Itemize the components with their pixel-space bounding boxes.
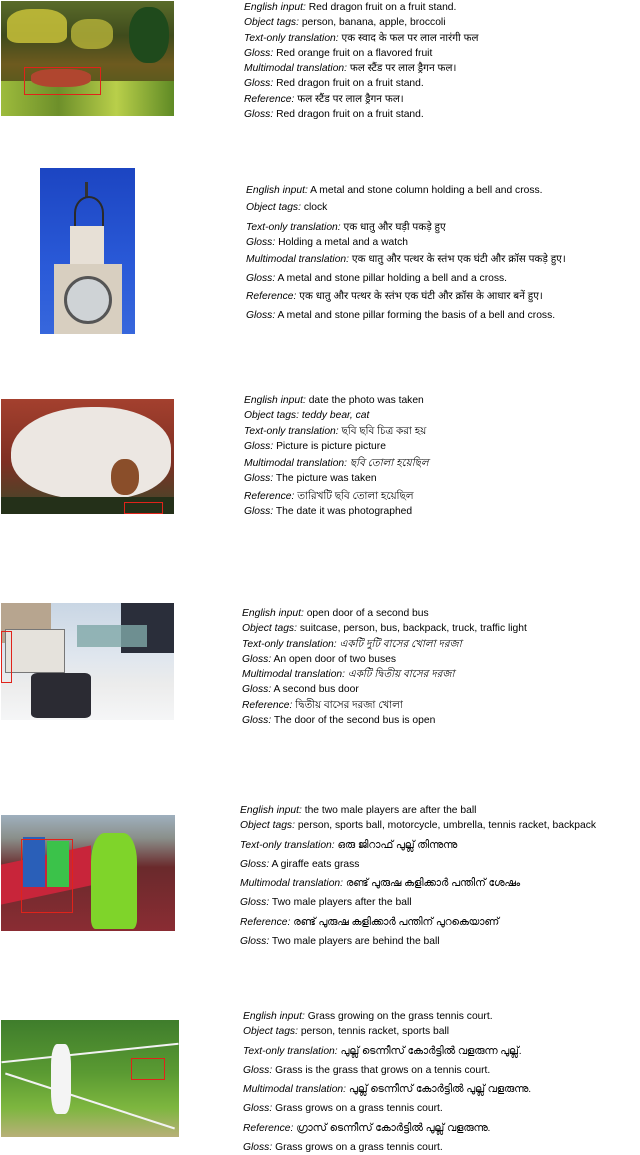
- line-label: Object tags:: [240, 820, 295, 832]
- line-value: suitcase, person, bus, backpack, truck, traffic light: [299, 623, 527, 635]
- line-value: person, tennis racket, sports ball: [300, 1026, 450, 1038]
- annotation-line: [244, 393, 429, 408]
- example-6-text: [243, 1009, 531, 1155]
- annotation-line: [246, 289, 566, 304]
- annotation-line: [240, 818, 596, 833]
- line-value: Red orange fruit on a flavored fruit: [276, 47, 433, 59]
- line-value: പുല്ല് ടെന്നീസ് കോർട്ടിൽ വളരുന്ന പുല്ല്.: [340, 1045, 522, 1057]
- detection-box: [1, 631, 12, 683]
- line-label: Gloss:: [242, 684, 272, 696]
- line-label: Text-only translation:: [242, 638, 337, 650]
- line-label: Reference:: [244, 93, 295, 105]
- line-label: Reference:: [240, 916, 291, 928]
- annotation-line: [244, 61, 479, 76]
- annotation-line: [242, 667, 527, 682]
- line-label: Multimodal translation:: [240, 878, 344, 890]
- line-label: Gloss:: [244, 440, 274, 452]
- line-label: Multimodal translation:: [243, 1084, 347, 1096]
- line-label: Gloss:: [243, 1103, 273, 1115]
- annotation-line: [244, 46, 479, 61]
- banana-bunch-shape: [7, 9, 67, 43]
- line-value: ഗ്രാസ് ടെന്നീസ് കോർട്ടിൽ പുല്ല് വളരുന്നു.: [296, 1122, 491, 1134]
- court-line-shape: [5, 1073, 175, 1130]
- line-label: English input:: [243, 1011, 305, 1022]
- line-value: Red dragon fruit on a fruit stand.: [276, 78, 424, 90]
- line-label: Gloss:: [242, 653, 272, 665]
- annotation-line: [243, 1101, 531, 1116]
- line-value: person, banana, apple, broccoli: [301, 17, 446, 29]
- detection-box: [21, 839, 73, 913]
- example-1-text: [244, 0, 479, 122]
- bridge-shape: [77, 625, 147, 647]
- annotation-line: [246, 252, 566, 267]
- line-label: Gloss:: [244, 473, 274, 485]
- line-value: The picture was taken: [275, 473, 377, 485]
- line-label: Gloss:: [244, 506, 274, 518]
- annotation-line: [240, 915, 596, 930]
- line-value: फल स्टैंड पर लाल ड्रैगन फल।: [349, 63, 457, 75]
- line-value: ഒരു ജിറാഫ് പുല്ല് തിന്നുന്നു: [337, 839, 458, 851]
- line-label: Multimodal translation:: [242, 669, 346, 681]
- player-shape: [51, 1044, 71, 1114]
- annotation-line: [243, 1082, 531, 1097]
- line-label: Reference:: [243, 1122, 294, 1134]
- line-value: দ্বিতীয় বাসের দরজা খোলা: [295, 699, 403, 711]
- annotation-line: [244, 92, 479, 107]
- annotation-line: [244, 439, 429, 454]
- line-label: Text-only translation:: [243, 1045, 338, 1057]
- cat-body-shape: [11, 407, 171, 499]
- annotation-line: [240, 803, 596, 818]
- line-value: clock: [303, 202, 328, 214]
- annotation-line: [242, 682, 527, 697]
- line-label: Gloss:: [244, 47, 274, 59]
- annotation-line: [240, 857, 596, 872]
- line-label: Gloss:: [246, 310, 276, 322]
- line-label: English input:: [246, 185, 308, 196]
- annotation-line: [243, 1024, 531, 1039]
- annotation-line: [246, 183, 566, 198]
- line-value: open door of a second bus: [306, 608, 429, 619]
- annotation-line: [246, 220, 566, 235]
- line-label: English input:: [242, 608, 304, 619]
- line-value: एक धातु और घड़ी पकड़े हुए: [343, 221, 446, 233]
- clock-face-shape: [64, 276, 112, 324]
- line-value: एक स्वाद के फल पर लाल नारंगी फल: [341, 32, 479, 44]
- line-label: Object tags:: [246, 202, 301, 214]
- line-value: person, sports ball, motorcycle, umbrella, tennis racket, backpack: [297, 820, 596, 832]
- detection-box: [24, 67, 101, 95]
- example-2-text: [246, 183, 566, 323]
- line-value: Holding a metal and a watch: [278, 236, 408, 248]
- line-value: Two male players after the ball: [271, 897, 412, 909]
- annotation-line: [244, 504, 429, 519]
- detection-box: [124, 502, 163, 514]
- line-value: An open door of two buses: [273, 653, 396, 665]
- annotation-line: [242, 621, 527, 636]
- line-label: Gloss:: [246, 273, 276, 285]
- line-value: രണ്ട് പുരുഷ കളിക്കാർ പന്തിന് പുറകെയാണ്: [293, 916, 499, 928]
- annotation-line: [246, 308, 566, 323]
- line-value: Grass grows on a grass tennis court.: [275, 1103, 443, 1115]
- line-value: the two male players are after the ball: [304, 805, 477, 816]
- annotation-line: [240, 876, 596, 891]
- line-label: Gloss:: [243, 1064, 273, 1076]
- line-value: Red dragon fruit on a fruit stand.: [276, 109, 424, 121]
- line-value: एक धातु और पत्थर के स्तंभ एक घंटी और क्रॉस पकड़े हुए।: [351, 254, 566, 266]
- line-value: ছবি ছবি চিত্র করা হয়: [341, 425, 427, 437]
- annotation-line: [243, 1044, 531, 1059]
- line-value: एक धातु और पत्थर के स्तंभ एक घंटी और क्रॉस के आधार बनें हुए।: [299, 290, 543, 302]
- bus-street-photo: [1, 603, 174, 720]
- annotation-line: [246, 271, 566, 286]
- annotation-line: [243, 1009, 531, 1024]
- line-label: Text-only translation:: [240, 839, 335, 851]
- line-label: Object tags:: [244, 410, 299, 422]
- line-value: A metal and stone pillar holding a bell and a cross.: [277, 273, 508, 285]
- line-label: Gloss:: [243, 1142, 273, 1154]
- line-value: പുല്ല് ടെന്നീസ് കോർട്ടിൽ പുല്ല് വളരുന്നു.: [348, 1084, 532, 1096]
- annotation-line: [242, 698, 527, 713]
- line-value: Two male players are behind the ball: [271, 936, 440, 948]
- detection-box: [131, 1058, 165, 1080]
- line-value: A giraffe eats grass: [271, 858, 360, 870]
- line-value: രണ്ട് പുരുഷ കളിക്കാർ പന്തിന് ശേഷം: [345, 878, 521, 890]
- line-label: Object tags:: [244, 17, 299, 29]
- line-value: date the photo was taken: [308, 395, 424, 406]
- tennis-photo: [1, 1020, 179, 1137]
- annotation-line: [244, 489, 429, 504]
- player-shape: [91, 833, 137, 929]
- line-label: Text-only translation:: [244, 32, 339, 44]
- annotation-line: [240, 895, 596, 910]
- line-value: A metal and stone column holding a bell and cross.: [310, 185, 543, 196]
- line-label: Text-only translation:: [244, 425, 339, 437]
- line-value: teddy bear, cat: [301, 410, 370, 422]
- teddy-bear-shape: [111, 459, 139, 495]
- bell-cage-shape: [74, 196, 104, 230]
- line-label: Object tags:: [243, 1026, 298, 1038]
- line-value: The door of the second bus is open: [273, 715, 436, 727]
- line-label: Gloss:: [242, 715, 272, 727]
- line-label: English input:: [240, 805, 302, 816]
- annotation-line: [242, 713, 527, 728]
- line-label: English input:: [244, 2, 306, 13]
- line-value: Red dragon fruit on a fruit stand.: [308, 2, 457, 13]
- annotation-line: [243, 1140, 531, 1155]
- line-label: Gloss:: [244, 109, 274, 121]
- line-value: The date it was photographed: [275, 506, 413, 518]
- annotation-line: [244, 15, 479, 30]
- line-value: A metal and stone pillar forming the basis of a bell and cross.: [277, 310, 556, 322]
- cat-photo: [1, 399, 174, 514]
- luggage-shape: [31, 673, 91, 718]
- annotation-line: [240, 934, 596, 949]
- line-value: তারিখটি ছবি তোলা হয়েছিল: [297, 490, 414, 502]
- line-label: Reference:: [242, 699, 293, 711]
- line-value: Grass grows on a grass tennis court.: [275, 1142, 443, 1154]
- line-label: Gloss:: [240, 936, 270, 948]
- line-label: Gloss:: [240, 897, 270, 909]
- line-label: Multimodal translation:: [244, 458, 348, 470]
- watermelon-shape: [129, 7, 169, 63]
- fruit-stand-photo: [1, 1, 174, 116]
- annotation-line: [244, 31, 479, 46]
- clock-tower-photo: [40, 168, 135, 334]
- line-value: Grass is the grass that grows on a tennis court.: [275, 1064, 491, 1076]
- line-label: Gloss:: [246, 236, 276, 248]
- line-label: Gloss:: [240, 858, 270, 870]
- line-label: Gloss:: [244, 78, 274, 90]
- annotation-line: [246, 200, 566, 215]
- annotation-line: [244, 76, 479, 91]
- line-value: Grass growing on the grass tennis court.: [307, 1011, 493, 1022]
- line-value: একটি দ্বিতীয় বাসের দরজা: [347, 669, 455, 681]
- line-label: Reference:: [246, 290, 297, 302]
- line-value: Picture is picture picture: [276, 440, 386, 452]
- banana-bunch-shape: [71, 19, 113, 49]
- annotation-line: [242, 606, 527, 621]
- annotation-line: [244, 471, 429, 486]
- example-5-text: [240, 803, 596, 949]
- annotation-line: [244, 408, 429, 423]
- annotation-line: [240, 838, 596, 853]
- annotation-line: [242, 637, 527, 652]
- tower-column-shape: [70, 226, 104, 266]
- bus-shape: [5, 629, 65, 673]
- line-label: Object tags:: [242, 623, 297, 635]
- line-label: Multimodal translation:: [246, 254, 350, 266]
- soccer-photo: [1, 815, 175, 931]
- annotation-line: [243, 1121, 531, 1136]
- annotation-line: [244, 0, 479, 15]
- line-label: Text-only translation:: [246, 221, 341, 233]
- annotation-line: [244, 456, 429, 471]
- line-label: Reference:: [244, 490, 295, 502]
- annotation-line: [244, 107, 479, 122]
- annotation-line: [242, 652, 527, 667]
- example-3-text: [244, 393, 429, 519]
- example-4-text: [242, 606, 527, 728]
- line-value: একটি দুটি বাসের খোলা দরজা: [339, 638, 462, 650]
- line-value: A second bus door: [273, 684, 359, 696]
- line-label: Multimodal translation:: [244, 63, 348, 75]
- annotation-line: [246, 235, 566, 250]
- line-value: फल स्टैंड पर लाल ड्रैगन फल।: [297, 93, 404, 105]
- annotation-line: [243, 1063, 531, 1078]
- line-label: English input:: [244, 395, 306, 406]
- line-value: ছবি তোলা হয়েছিল: [349, 458, 429, 470]
- annotation-line: [244, 424, 429, 439]
